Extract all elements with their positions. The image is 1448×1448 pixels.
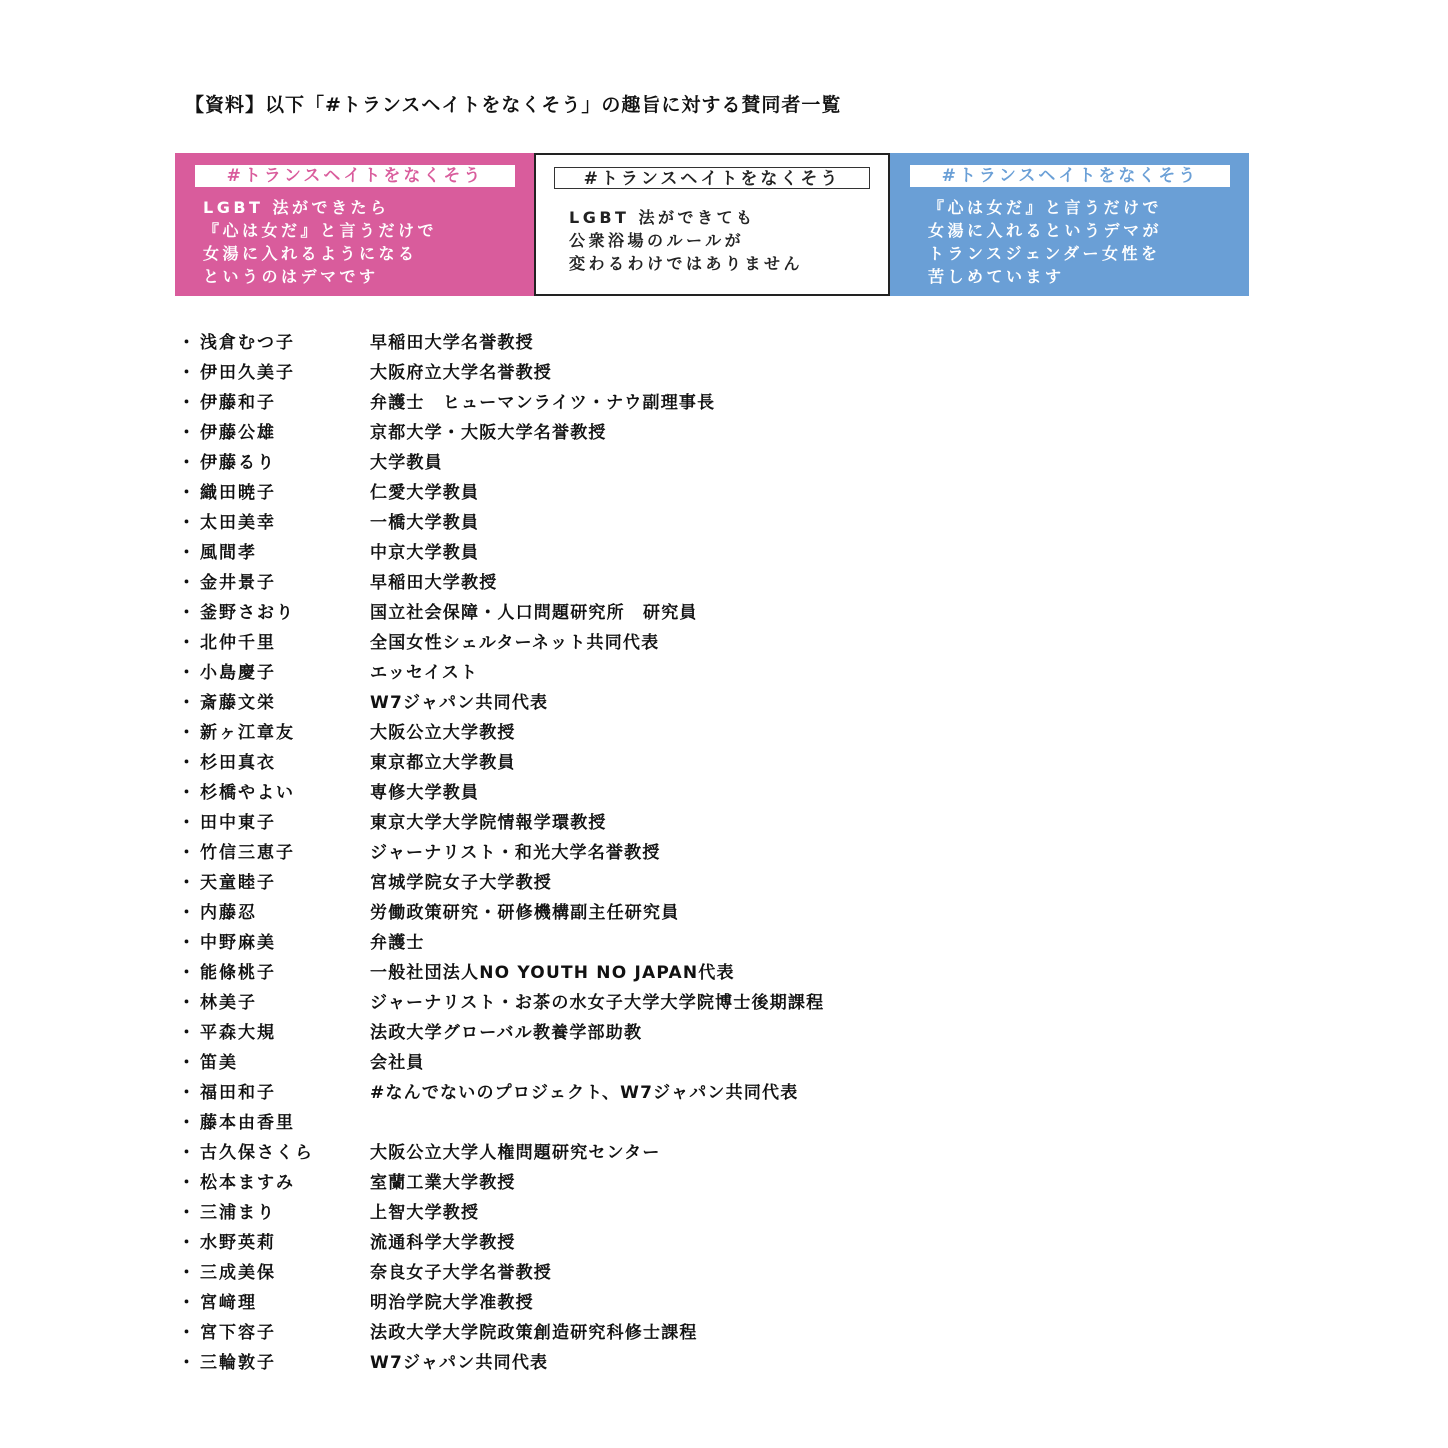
list-item bbox=[178, 808, 1278, 838]
supporter-affiliation: 奈良女子大学名誉教授 bbox=[370, 1263, 552, 1283]
list-bullet: ・ bbox=[178, 753, 195, 773]
list-bullet: ・ bbox=[178, 1293, 195, 1313]
list-item bbox=[178, 1138, 1278, 1168]
list-item bbox=[178, 1258, 1278, 1288]
banner-hashtag: #トランスヘイトをなくそう bbox=[195, 165, 515, 187]
list-bullet: ・ bbox=[178, 513, 195, 533]
supporter-name: 太田美幸 bbox=[200, 513, 276, 533]
banner-line: LGBT 法ができたら bbox=[203, 198, 390, 217]
list-bullet: ・ bbox=[178, 483, 195, 503]
supporter-name: 杉田真衣 bbox=[200, 753, 276, 773]
banner-line: トランスジェンダー女性を bbox=[928, 244, 1161, 263]
list-bullet: ・ bbox=[178, 933, 195, 953]
supporter-name: 伊藤公雄 bbox=[200, 423, 276, 443]
list-bullet: ・ bbox=[178, 333, 195, 353]
banner-line: 『心は女だ』と言うだけで bbox=[203, 221, 438, 240]
banner-message bbox=[928, 196, 1162, 288]
list-item bbox=[178, 538, 1278, 568]
list-item bbox=[178, 1228, 1278, 1258]
list-item bbox=[178, 1348, 1278, 1378]
supporter-name: 内藤忍 bbox=[200, 903, 257, 923]
list-bullet: ・ bbox=[178, 1353, 195, 1373]
banner-line: というのはデマです bbox=[203, 267, 379, 286]
supporter-name: 風間孝 bbox=[200, 543, 257, 563]
supporter-affiliation: W7ジャパン共同代表 bbox=[370, 693, 549, 713]
supporter-affiliation: 早稲田大学名誉教授 bbox=[370, 333, 534, 353]
list-item bbox=[178, 1198, 1278, 1228]
campaign-banner bbox=[175, 153, 1249, 296]
list-item bbox=[178, 868, 1278, 898]
supporter-affiliation: 法政大学大学院政策創造研究科修士課程 bbox=[370, 1323, 698, 1343]
banner-line: 変わるわけではありません bbox=[569, 254, 804, 273]
list-item bbox=[178, 448, 1278, 478]
supporter-name: 織田暁子 bbox=[200, 483, 276, 503]
supporter-affiliation: 上智大学教授 bbox=[370, 1203, 480, 1223]
supporter-affiliation: 明治学院大学准教授 bbox=[370, 1293, 534, 1313]
list-item bbox=[178, 1108, 1278, 1138]
supporter-name: 金井景子 bbox=[200, 573, 276, 593]
list-item bbox=[178, 1018, 1278, 1048]
list-bullet: ・ bbox=[178, 1113, 195, 1133]
supporter-affiliation: ジャーナリスト・お茶の水女子大学大学院博士後期課程 bbox=[370, 993, 825, 1013]
list-item bbox=[178, 778, 1278, 808]
supporter-name: 松本ますみ bbox=[200, 1173, 295, 1193]
supporter-affiliation: 大阪公立大学教授 bbox=[370, 723, 516, 743]
list-bullet: ・ bbox=[178, 573, 195, 593]
list-bullet: ・ bbox=[178, 1143, 195, 1163]
list-item bbox=[178, 628, 1278, 658]
list-item bbox=[178, 508, 1278, 538]
list-item bbox=[178, 568, 1278, 598]
banner-line: 女湯に入れるというデマが bbox=[928, 221, 1163, 240]
supporter-name: 田中東子 bbox=[200, 813, 276, 833]
supporter-name: 北仲千里 bbox=[200, 633, 276, 653]
list-bullet: ・ bbox=[178, 663, 195, 683]
supporter-list bbox=[178, 328, 1278, 1378]
list-item bbox=[178, 1048, 1278, 1078]
banner-line: 苦しめています bbox=[928, 267, 1065, 286]
supporter-affiliation: 東京大学大学院情報学環教授 bbox=[370, 813, 607, 833]
supporter-name: 三浦まり bbox=[200, 1203, 276, 1223]
banner-message bbox=[569, 206, 803, 275]
banner-line: 女湯に入れるようになる bbox=[203, 244, 418, 263]
list-item bbox=[178, 958, 1278, 988]
supporter-name: 三輪敦子 bbox=[200, 1353, 276, 1373]
list-bullet: ・ bbox=[178, 873, 195, 893]
supporter-affiliation: 早稲田大学教授 bbox=[370, 573, 498, 593]
supporter-affiliation: 法政大学グローバル教養学部助教 bbox=[370, 1023, 643, 1043]
list-item bbox=[178, 1078, 1278, 1108]
banner-hashtag: #トランスヘイトをなくそう bbox=[910, 165, 1230, 187]
supporter-affiliation: ジャーナリスト・和光大学名誉教授 bbox=[370, 843, 661, 863]
banner-hashtag: #トランスヘイトをなくそう bbox=[554, 167, 870, 189]
supporter-name: 斎藤文栄 bbox=[200, 693, 276, 713]
supporter-affiliation: 国立社会保障・人口問題研究所 研究員 bbox=[370, 603, 698, 623]
supporter-name: 水野英莉 bbox=[200, 1233, 276, 1253]
list-bullet: ・ bbox=[178, 903, 195, 923]
list-bullet: ・ bbox=[178, 813, 195, 833]
list-item bbox=[178, 688, 1278, 718]
list-bullet: ・ bbox=[178, 1053, 195, 1073]
supporter-affiliation: 東京都立大学教員 bbox=[370, 753, 516, 773]
supporter-affiliation: W7ジャパン共同代表 bbox=[370, 1353, 549, 1373]
supporter-name: 天童睦子 bbox=[200, 873, 276, 893]
list-item bbox=[178, 658, 1278, 688]
list-item bbox=[178, 748, 1278, 778]
banner-line: 『心は女だ』と言うだけで bbox=[928, 198, 1163, 217]
list-bullet: ・ bbox=[178, 603, 195, 623]
supporter-affiliation: 大阪府立大学名誉教授 bbox=[370, 363, 552, 383]
supporter-affiliation: 中京大学教員 bbox=[370, 543, 480, 563]
list-bullet: ・ bbox=[178, 963, 195, 983]
supporter-affiliation: 専修大学教員 bbox=[370, 783, 480, 803]
supporter-name: 林美子 bbox=[200, 993, 257, 1013]
list-bullet: ・ bbox=[178, 633, 195, 653]
supporter-affiliation: 労働政策研究・研修機構副主任研究員 bbox=[370, 903, 680, 923]
banner-panel-pink bbox=[175, 153, 534, 296]
list-bullet: ・ bbox=[178, 393, 195, 413]
list-bullet: ・ bbox=[178, 723, 195, 743]
banner-line: LGBT 法ができても bbox=[569, 208, 756, 227]
list-item bbox=[178, 358, 1278, 388]
list-item bbox=[178, 388, 1278, 418]
supporter-affiliation: 会社員 bbox=[370, 1053, 425, 1073]
supporter-name: 小島慶子 bbox=[200, 663, 276, 683]
list-bullet: ・ bbox=[178, 453, 195, 473]
supporter-name: 宮下容子 bbox=[200, 1323, 276, 1343]
list-bullet: ・ bbox=[178, 1263, 195, 1283]
supporter-affiliation: 全国女性シェルターネット共同代表 bbox=[370, 633, 660, 653]
list-bullet: ・ bbox=[178, 1023, 195, 1043]
list-item bbox=[178, 898, 1278, 928]
supporter-affiliation: 京都大学・大阪大学名誉教授 bbox=[370, 423, 607, 443]
list-item bbox=[178, 418, 1278, 448]
supporter-affiliation: 流通科学大学教授 bbox=[370, 1233, 516, 1253]
supporter-name: 中野麻美 bbox=[200, 933, 276, 953]
supporter-name: 伊藤和子 bbox=[200, 393, 276, 413]
list-item bbox=[178, 718, 1278, 748]
list-item bbox=[178, 838, 1278, 868]
document-title: 【資料】以下「#トランスヘイトをなくそう」の趣旨に対する賛同者一覧 bbox=[185, 94, 842, 116]
list-bullet: ・ bbox=[178, 363, 195, 383]
list-item bbox=[178, 928, 1278, 958]
supporter-affiliation: 仁愛大学教員 bbox=[370, 483, 480, 503]
list-bullet: ・ bbox=[178, 993, 195, 1013]
supporter-name: 能條桃子 bbox=[200, 963, 276, 983]
supporter-affiliation: 弁護士 ヒューマンライツ・ナウ副理事長 bbox=[370, 393, 716, 413]
supporter-affiliation: #なんでないのプロジェクト、W7ジャパン共同代表 bbox=[370, 1083, 799, 1103]
list-bullet: ・ bbox=[178, 1323, 195, 1343]
supporter-name: 三成美保 bbox=[200, 1263, 276, 1283]
supporter-name: 宮﨑理 bbox=[200, 1293, 257, 1313]
supporter-name: 古久保さくら bbox=[200, 1143, 314, 1163]
supporter-affiliation: 宮城学院女子大学教授 bbox=[370, 873, 552, 893]
list-bullet: ・ bbox=[178, 843, 195, 863]
banner-panel-white bbox=[534, 153, 890, 296]
list-item bbox=[178, 1318, 1278, 1348]
list-item bbox=[178, 478, 1278, 508]
list-bullet: ・ bbox=[178, 1203, 195, 1223]
supporter-affiliation: 一般社団法人NO YOUTH NO JAPAN代表 bbox=[370, 963, 735, 983]
list-item bbox=[178, 1168, 1278, 1198]
banner-message bbox=[203, 196, 437, 288]
list-item bbox=[178, 988, 1278, 1018]
supporter-affiliation: 弁護士 bbox=[370, 933, 425, 953]
supporter-name: 伊藤るり bbox=[200, 453, 276, 473]
banner-panel-blue bbox=[890, 153, 1249, 296]
supporter-name: 福田和子 bbox=[200, 1083, 276, 1103]
list-bullet: ・ bbox=[178, 1173, 195, 1193]
list-item bbox=[178, 598, 1278, 628]
list-bullet: ・ bbox=[178, 1083, 195, 1103]
list-bullet: ・ bbox=[178, 1233, 195, 1253]
list-bullet: ・ bbox=[178, 543, 195, 563]
list-bullet: ・ bbox=[178, 423, 195, 443]
supporter-name: 杉橋やよい bbox=[200, 783, 295, 803]
banner-line: 公衆浴場のルールが bbox=[569, 231, 745, 250]
supporter-affiliation: 一橋大学教員 bbox=[370, 513, 480, 533]
supporter-name: 笛美 bbox=[200, 1053, 238, 1073]
supporter-name: 伊田久美子 bbox=[200, 363, 295, 383]
list-item bbox=[178, 328, 1278, 358]
supporter-name: 浅倉むつ子 bbox=[200, 333, 295, 353]
supporter-name: 釜野さおり bbox=[200, 603, 295, 623]
supporter-name: 竹信三恵子 bbox=[200, 843, 295, 863]
supporter-affiliation: 大阪公立大学人権問題研究センター bbox=[370, 1143, 661, 1163]
supporter-affiliation: 室蘭工業大学教授 bbox=[370, 1173, 516, 1193]
supporter-name: 平森大規 bbox=[200, 1023, 276, 1043]
supporter-name: 藤本由香里 bbox=[200, 1113, 295, 1133]
supporter-affiliation: エッセイスト bbox=[370, 663, 479, 683]
list-bullet: ・ bbox=[178, 783, 195, 803]
list-bullet: ・ bbox=[178, 693, 195, 713]
list-item bbox=[178, 1288, 1278, 1318]
supporter-name: 新ヶ江章友 bbox=[200, 723, 295, 743]
supporter-affiliation: 大学教員 bbox=[370, 453, 443, 473]
